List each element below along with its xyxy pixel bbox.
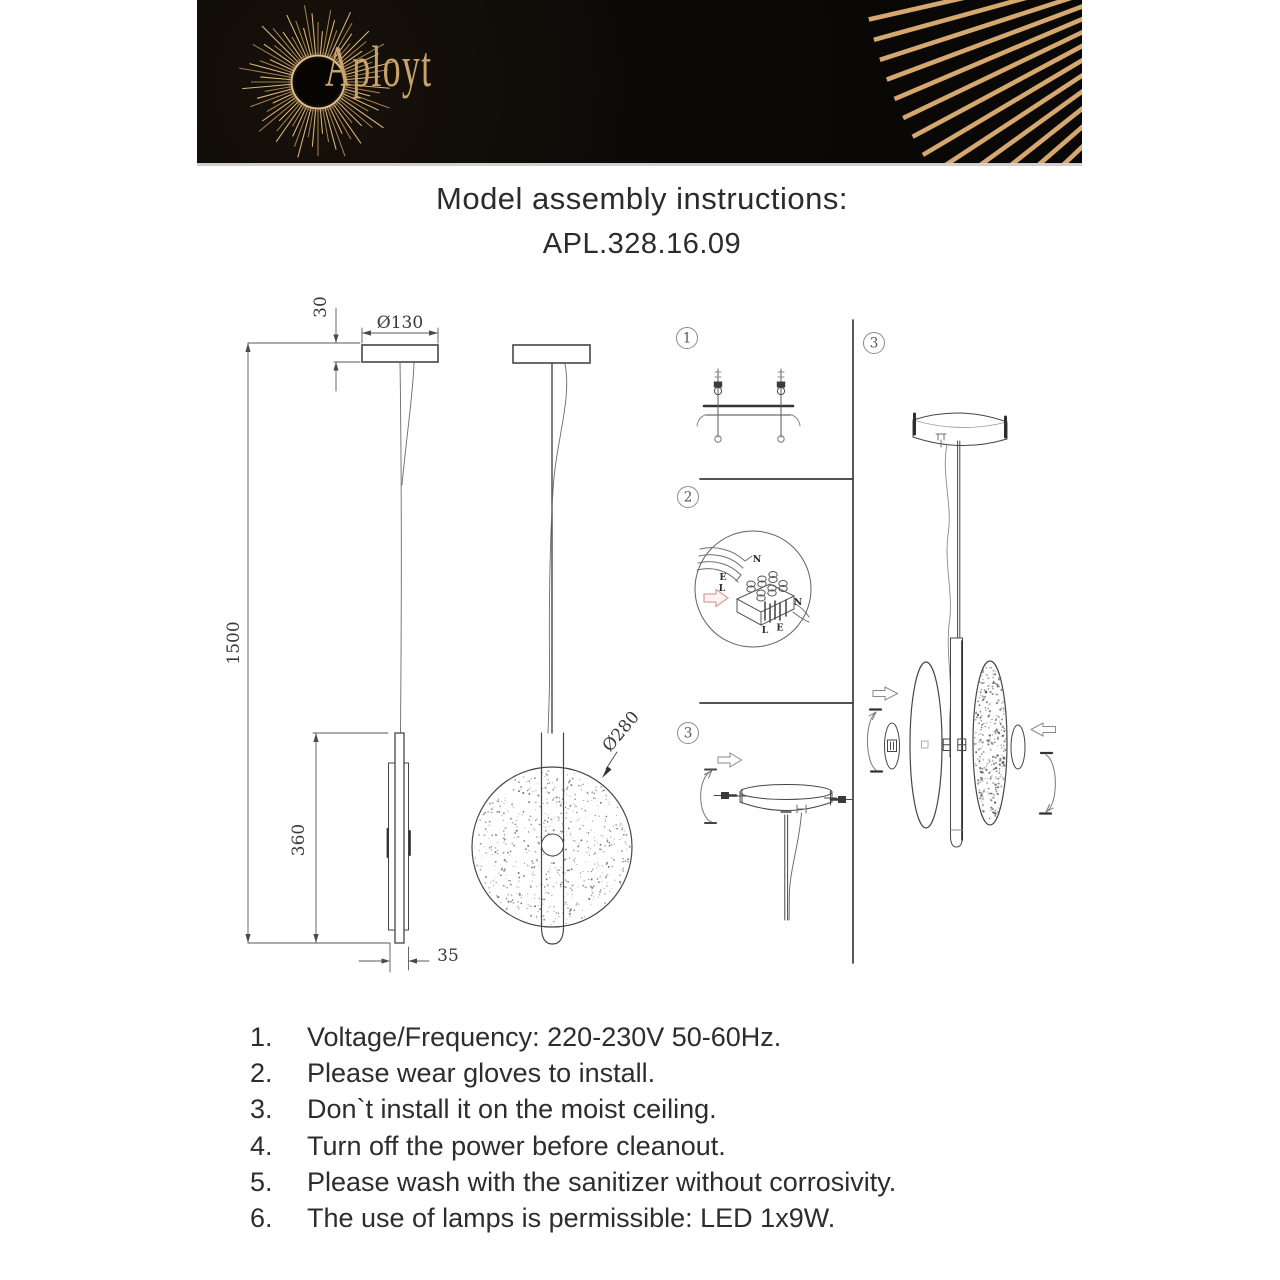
list-item-text: The use of lamps is permissible: LED 1x9W. bbox=[307, 1202, 836, 1233]
side-screw-left bbox=[714, 792, 736, 799]
canopy-side bbox=[362, 345, 438, 362]
list-item bbox=[250, 1022, 1080, 1058]
list-item bbox=[250, 1094, 1080, 1130]
list-item-number: 6. bbox=[250, 1202, 273, 1233]
model-number: APL.328.16.09 bbox=[542, 228, 742, 260]
lock-ring-right bbox=[1011, 725, 1025, 769]
list-item-number: 5. bbox=[250, 1166, 273, 1197]
list-item-number: 2. bbox=[250, 1058, 273, 1089]
list-item bbox=[250, 1131, 1080, 1167]
dimension-lines bbox=[248, 308, 438, 972]
plain-disc bbox=[910, 662, 942, 828]
list-item-text: Don`t install it on the moist ceiling. bbox=[307, 1094, 717, 1125]
list-item bbox=[250, 1058, 1080, 1094]
corner-rays-icon bbox=[869, 0, 1082, 163]
list-item-text: Voltage/Frequency: 220-230V 50-60Hz. bbox=[307, 1022, 782, 1052]
lock-ring-left bbox=[885, 723, 900, 769]
step1-bracket-diagram bbox=[697, 369, 800, 442]
canopy-cylinder bbox=[913, 413, 1007, 422]
rotate-arrow-left-icon bbox=[867, 712, 876, 770]
side-view-drawing bbox=[245, 308, 438, 972]
page-title: Model assembly instructions: bbox=[436, 181, 848, 216]
step2-number: 2 bbox=[683, 489, 693, 506]
list-item-text: Turn off the power before cleanout. bbox=[307, 1130, 726, 1161]
list-item-text: Please wash with the sanitizer without corrosivity. bbox=[307, 1166, 897, 1197]
dim-canopy-height: 30 bbox=[311, 296, 331, 318]
list-item-number: 3. bbox=[250, 1094, 273, 1125]
disc-edge-left bbox=[389, 763, 396, 930]
step3-number: 3 bbox=[683, 725, 693, 742]
list-item bbox=[250, 1167, 1080, 1203]
dim-disc-diameter: Ø280 bbox=[598, 707, 644, 756]
dimension-arrowheads bbox=[245, 330, 438, 963]
dim-fixture-height: 360 bbox=[289, 823, 309, 857]
step1-number: 1 bbox=[682, 330, 692, 347]
push-arrow-right-icon bbox=[1031, 723, 1056, 736]
step3-right-number: 3 bbox=[869, 335, 879, 352]
list-item bbox=[250, 1203, 1080, 1239]
canopy-front bbox=[513, 345, 590, 363]
step3-exploded-diagram bbox=[867, 413, 1055, 847]
dim-canopy-diameter: Ø130 bbox=[376, 313, 424, 333]
wire-label-e-left: E bbox=[719, 572, 727, 583]
brand-banner bbox=[197, 0, 1082, 166]
step2-wiring-diagram bbox=[695, 531, 811, 647]
canopy-top bbox=[740, 785, 832, 800]
push-arrow-icon bbox=[718, 753, 742, 767]
list-item-text: Please wear gloves to install. bbox=[307, 1058, 656, 1089]
instruction-list bbox=[250, 1022, 1080, 1239]
wire-label-l-bottom: L bbox=[761, 625, 769, 636]
wire-label-n-top: N bbox=[752, 554, 762, 565]
list-item-number: 4. bbox=[250, 1130, 273, 1161]
wire-label-l-left: L bbox=[718, 583, 726, 594]
side-screw-right bbox=[831, 796, 853, 803]
front-view-drawing bbox=[472, 345, 632, 944]
wire-label-e-bottom: E bbox=[776, 622, 784, 634]
step3-canopy-diagram bbox=[701, 753, 853, 920]
lamp-tube-exploded bbox=[951, 638, 963, 847]
rotate-arrow-right-icon bbox=[1046, 755, 1055, 812]
disc-edge-right bbox=[404, 763, 409, 930]
dim-total-height: 1500 bbox=[224, 621, 244, 665]
assembly-diagram bbox=[180, 270, 1100, 1010]
disc-stipple-texture-right bbox=[973, 667, 1007, 819]
rod-side bbox=[395, 733, 404, 943]
brand-logo-text: Aployt bbox=[325, 34, 433, 99]
wire-label-n-right: N bbox=[793, 597, 803, 608]
push-arrow-left-icon bbox=[873, 687, 898, 700]
dim-fixture-thickness: 35 bbox=[437, 946, 459, 966]
disc-hub bbox=[542, 834, 564, 856]
leader-arrowhead bbox=[602, 767, 612, 779]
rotate-arrow-icon bbox=[701, 771, 712, 822]
terminal-block bbox=[737, 572, 794, 626]
list-item-number: 1. bbox=[250, 1022, 273, 1052]
